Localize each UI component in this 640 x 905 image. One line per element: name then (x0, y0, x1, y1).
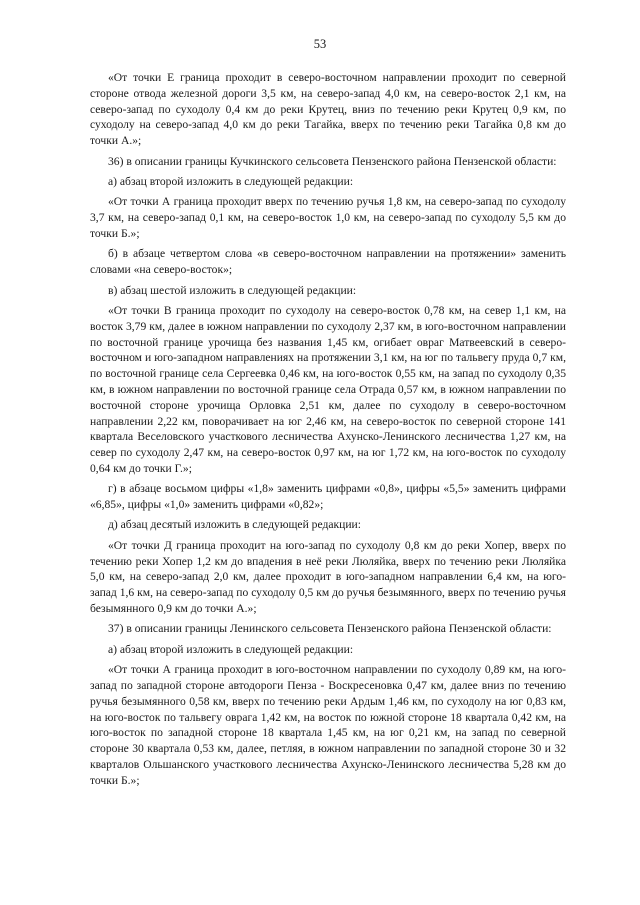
paragraph-36b: б) в абзаце четвертом слова «в северо-восточном направлении на протяжении» заменить словами «на северо-восток»; (90, 247, 566, 277)
paragraph-point-d: «От точки Д граница проходит на юго-запад по суходолу 0,8 км до реки Хопер, вверх по течению реки Хопер 1,2 км до впадения в неё реки Люляйка, вверх по течению реки Люляйка 5,0 км, на северо-запад 2,0 км, далее проходит в юго-западном направлении 6,4 км, на юго-запад 1,6 км, на северо-запад по суходолу 0,5 км до ручья безымянного, вверх по течению ручья безымянного 0,9 км до точки А.»; (90, 538, 566, 616)
paragraph-point-v: «От точки В граница проходит по суходолу на северо-восток 0,78 км, на север 1,1 км, на восток 3,79 км, далее в южном направлении по суходолу 2,37 км, в юго-восточном направлении по восточной границе урочища без названия 1,45 км, огибает овраг Матвеевский в северо-восточном и юго-западном направлениях на протяжении 3,1 км, на юг по тальвегу пруда 0,7 км, по восточной границе села Сергеевка 0,46 км, на юго-восток 0,55 км, на запад по суходолу 0,35 км, в южном направлении по восточной границе села Отрада 0,57 км, в южном направлении по восточной стороне урочища Орловка 2,51 км, далее по суходолу в северо-восточном направлении 2,22 км, поворачивает на юг 2,46 км, на северо-восток по северной стороне 141 квартала Веселовского участкового лесничества Ахунско-Ленинского лесничества 1,27 км, на север по суходолу 2,47 км, на северо-восток 0,97 км, на юг 1,72 км, на юго-восток по суходолу 0,64 км до точки Г.»; (90, 303, 566, 475)
paragraph-point-a-kuchki: «От точки А граница проходит вверх по течению ручья 1,8 км, на северо-запад по суходолу 3,7 км, на северо-запад 0,1 км, на северо-восток 1,0 км, на северо-запад по суходолу 5,5 км до точки Б.»; (90, 195, 566, 240)
paragraph-point-a-lenin: «От точки А граница проходит в юго-восточном направлении по суходолу 0,89 км, на юго-запад по западной стороне автодороги Пенза - Воскресеновка 0,47 км, далее вниз по течению ручья безымянного 0,58 км, вверх по течению реки Ардым 1,46 км, по суходолу на юг 0,83 км, на юго-восток по тальвегу оврага 1,42 км, на восток по южной стороне 18 квартала 0,42 км, на юго-восток по западной стороне 18 квартала 1,45 км, на юг 0,21 км, на запад по северной стороне 30 квартала 0,53 км, далее, петляя, в южном направлении по западной стороне 30 и 32 кварталов Ольшанского участкового лесничества Ахунско-Ленинского лесничества 5,28 км до точки Б.»; (90, 663, 566, 787)
paragraph-point-e: «От точки Е граница проходит в северо-восточном направлении проходит по северной стороне отвода железной дороги 3,5 км, на северо-запад 4,0 км, на северо-восток 2,1 км, на северо-запад по суходолу 0,4 км до реки Крутец, вниз по течению реки Крутец 0,9 км, по суходолу на северо-запад 4,0 км до реки Тагайка, вверх по течению реки Тагайка 0,8 км до точки А.»; (90, 71, 566, 148)
paragraph-36a: а) абзац второй изложить в следующей редакции: (108, 174, 354, 188)
page-number: 53 (313, 37, 327, 51)
paragraph-item-36: 36) в описании границы Кучкинского сельсовета Пензенского района Пензенской области: (108, 154, 557, 168)
paragraph-36g: г) в абзаце восьмом цифры «1,8» заменить цифрами «0,8», цифры «5,5» заменить цифрами «6,85», цифры «1,0» заменить цифрами «0,82»; (90, 482, 566, 512)
paragraph-item-37: 37) в описании границы Ленинского сельсовета Пензенского района Пензенской области: (108, 622, 552, 636)
paragraph-36d: д) абзац десятый изложить в следующей редакции: (108, 518, 361, 532)
paragraph-36v: в) абзац шестой изложить в следующей редакции: (108, 283, 357, 297)
document-body (90, 70, 566, 789)
paragraph-37a: а) абзац второй изложить в следующей редакции: (108, 642, 354, 656)
